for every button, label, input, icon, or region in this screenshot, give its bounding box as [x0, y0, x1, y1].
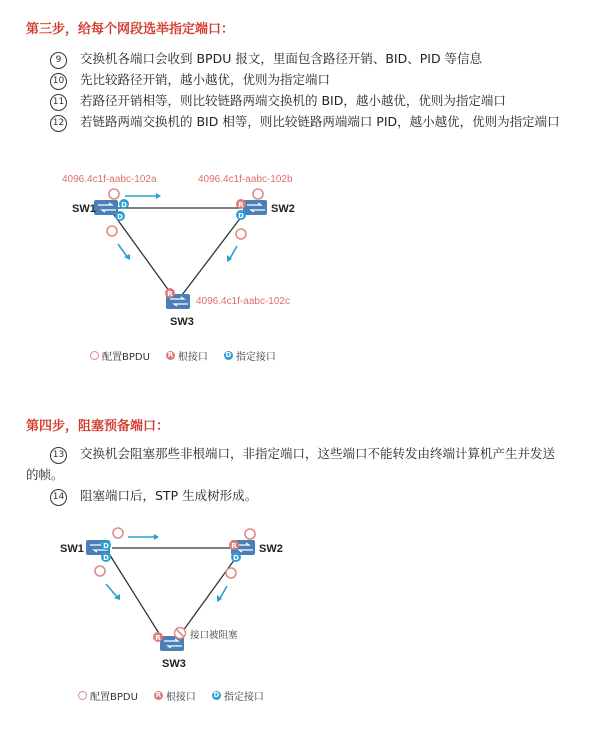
- bpdu-icon: [90, 351, 99, 360]
- sw3-bid: 4096.4c1f-aabc-102c: [196, 296, 290, 307]
- link-sw1-sw3: [108, 552, 160, 635]
- step3-item-12: [26, 111, 564, 132]
- arrow-head: [154, 534, 159, 540]
- sw1-switch-icon: [94, 200, 118, 215]
- bpdu-arrow: [106, 584, 118, 598]
- root-port-icon: R: [167, 351, 174, 359]
- svg-text:R: R: [238, 201, 244, 209]
- step4-title: 第四步，阻塞预备端口：: [26, 419, 170, 434]
- bpdu-icon: [78, 691, 87, 700]
- svg-text:D: D: [238, 212, 244, 220]
- bpdu-icon: [107, 226, 117, 236]
- sw3-label: SW3: [170, 316, 194, 328]
- svg-text:D: D: [117, 213, 123, 221]
- bpdu-icon: [226, 568, 236, 578]
- step4-legend: [78, 688, 274, 703]
- arrow-head: [156, 193, 161, 199]
- legend-designated: D 指定接口: [213, 691, 264, 703]
- sw1-label: SW1: [72, 203, 96, 215]
- item-number: 12: [50, 115, 67, 132]
- sw1-label: SW1: [60, 543, 84, 555]
- bpdu-icon: [109, 189, 119, 199]
- bpdu-icon: [236, 229, 246, 239]
- designated-port-icon: D: [225, 351, 232, 359]
- step3-diagram: [0, 160, 590, 340]
- legend-designated: D 指定接口: [225, 351, 276, 363]
- svg-text:D: D: [233, 554, 239, 562]
- bpdu-icon: [113, 528, 123, 538]
- step3-legend: [90, 348, 286, 363]
- svg-text:R: R: [231, 542, 237, 550]
- bpdu-icon: [253, 189, 263, 199]
- sw1-bid: 4096.4c1f-aabc-102a: [62, 174, 157, 185]
- sw2-bid: 4096.4c1f-aabc-102b: [198, 174, 293, 185]
- item-text: 交换机各端口会收到 BPDU 报文，里面包含路径开销、BID、PID 等信息: [80, 51, 483, 66]
- item-text: 若路径开销相等，则比较链路两端交换机的 BID，越小越优，优则为指定端口: [80, 93, 506, 108]
- item-text: 若链路两端交换机的 BID 相等，则比较链路两端端口 PID，越小越优，优则为指定端口: [80, 114, 560, 129]
- item-number: 13: [50, 447, 67, 464]
- link-sw2-sw3: [180, 552, 240, 635]
- step3-title: 第三步，给每个网段选举指定端口：: [26, 22, 235, 37]
- blocked-port-icon: [175, 628, 186, 639]
- step4-item-14: [26, 485, 564, 506]
- svg-text:R: R: [167, 290, 173, 298]
- item-number: 9: [50, 52, 67, 69]
- item-number: 10: [50, 73, 67, 90]
- bpdu-icon: [245, 529, 255, 539]
- topology-diagram-1: [0, 160, 590, 340]
- sw2-label: SW2: [259, 543, 283, 555]
- item-text: 先比较路径开销，越小越优，优则为指定端口: [80, 72, 331, 87]
- link-sw2-sw3: [182, 212, 245, 295]
- step3-item-11: [26, 90, 564, 111]
- item-text: 交换机会阻塞那些非根端口，非指定端口，这些端口不能转发由终端计算机产生并发送的帧。: [26, 446, 556, 482]
- legend-bpdu: 配置BPDU: [90, 348, 150, 363]
- sw2-label: SW2: [271, 203, 295, 215]
- topology-diagram-2: [0, 520, 590, 680]
- legend-bpdu: 配置BPDU: [78, 688, 138, 703]
- legend-root: R 根接口: [167, 351, 208, 363]
- bpdu-icon: [95, 566, 105, 576]
- root-port-icon: R: [155, 691, 162, 699]
- legend-root: R 根接口: [155, 691, 196, 703]
- blocked-port-label: 接口被阻塞: [190, 630, 238, 641]
- item-number: 14: [50, 489, 67, 506]
- item-number: 11: [50, 94, 67, 111]
- svg-text:D: D: [121, 201, 127, 209]
- designated-port-icon: D: [213, 691, 220, 699]
- svg-text:R: R: [155, 634, 161, 642]
- step3-item-9: [26, 48, 564, 69]
- item-text: 阻塞端口后，STP 生成树形成。: [80, 488, 258, 503]
- link-sw1-sw3: [112, 212, 172, 295]
- svg-text:D: D: [103, 542, 109, 550]
- step3-item-10: [26, 69, 564, 90]
- step4-diagram: [0, 520, 590, 680]
- svg-text:D: D: [103, 554, 109, 562]
- sw2-switch-icon: [243, 200, 267, 215]
- step4-item-13: [26, 443, 564, 485]
- sw3-label: SW3: [162, 658, 186, 670]
